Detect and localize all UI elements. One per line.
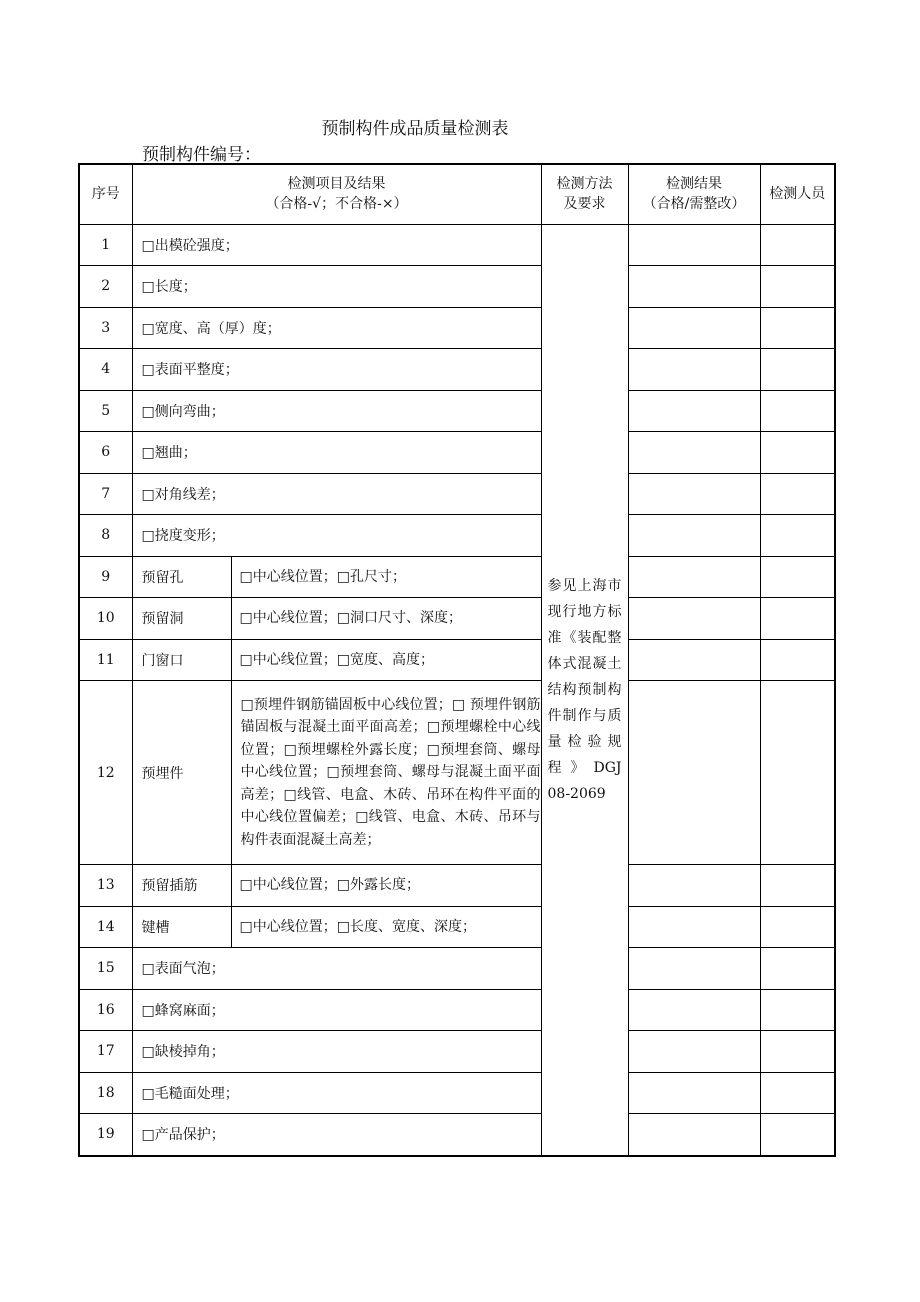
row-item[interactable]: □宽度、高（厚）度；: [132, 307, 541, 349]
row-no: 3: [79, 307, 132, 349]
row-item[interactable]: □侧向弯曲；: [132, 390, 541, 432]
result-cell[interactable]: [628, 989, 760, 1031]
table-row: [79, 1031, 835, 1073]
table-row: [79, 224, 835, 266]
inspector-cell[interactable]: [760, 515, 835, 557]
inspector-cell[interactable]: [760, 390, 835, 432]
row-detail[interactable]: □中心线位置；□长度、宽度、深度；: [231, 906, 541, 948]
inspector-cell[interactable]: [760, 1114, 835, 1156]
row-category: 预留孔: [132, 556, 231, 598]
table-row: [79, 349, 835, 391]
row-item[interactable]: □产品保护；: [132, 1114, 541, 1156]
table-row: [79, 948, 835, 990]
result-cell[interactable]: [628, 266, 760, 308]
row-item[interactable]: □长度；: [132, 266, 541, 308]
method-requirement: [541, 224, 628, 1156]
document-title: 预制构件成品质量检测表: [321, 119, 509, 139]
table-row: [79, 307, 835, 349]
inspector-cell[interactable]: [760, 989, 835, 1031]
row-no: 15: [79, 948, 132, 990]
table-row: [79, 906, 835, 948]
row-detail[interactable]: □预埋件钢筋锚固板中心线位置；□ 预埋件钢筋锚固板与混凝土面平面高差；□预埋螺栓中心线位置；□预埋螺栓外露长度；□预埋套筒、螺母中心线位置；□预埋套筒、螺母与混凝土面平面高差；□线管、电盒、木砖、吊环在构件平面的中心线位置偏差；□线管、电盒、木砖、吊环与构件表面混凝土高差；: [231, 681, 541, 865]
header-no: 序号: [79, 164, 132, 224]
row-detail[interactable]: □中心线位置；□洞口尺寸、深度；: [231, 598, 541, 640]
inspector-cell[interactable]: [760, 473, 835, 515]
result-cell[interactable]: [628, 681, 760, 865]
row-category: 键槽: [132, 906, 231, 948]
table-row: [79, 473, 835, 515]
row-item[interactable]: □翘曲；: [132, 432, 541, 474]
result-cell[interactable]: [628, 224, 760, 266]
row-no: 11: [79, 639, 132, 681]
row-no: 9: [79, 556, 132, 598]
row-no: 5: [79, 390, 132, 432]
result-cell[interactable]: [628, 1114, 760, 1156]
inspector-cell[interactable]: [760, 432, 835, 474]
row-no: 1: [79, 224, 132, 266]
inspector-cell[interactable]: [760, 349, 835, 391]
inspector-cell[interactable]: [760, 906, 835, 948]
row-no: 2: [79, 266, 132, 308]
row-detail[interactable]: □中心线位置；□孔尺寸；: [231, 556, 541, 598]
header-method-line1: 检测方法: [556, 176, 613, 193]
table-row: [79, 681, 835, 865]
header-result-line1: 检测结果: [666, 176, 722, 193]
header-row: [79, 164, 835, 224]
result-cell[interactable]: [628, 473, 760, 515]
row-category: 预留插筋: [132, 865, 231, 907]
header-inspector: 检测人员: [760, 164, 835, 224]
row-category: 预埋件: [132, 681, 231, 865]
row-category: 门窗口: [132, 639, 231, 681]
result-cell[interactable]: [628, 515, 760, 557]
row-no: 19: [79, 1114, 132, 1156]
row-detail[interactable]: □中心线位置；□宽度、高度；: [231, 639, 541, 681]
result-cell[interactable]: [628, 432, 760, 474]
row-no: 16: [79, 989, 132, 1031]
result-cell[interactable]: [628, 556, 760, 598]
table-row: [79, 1114, 835, 1156]
inspector-cell[interactable]: [760, 266, 835, 308]
result-cell[interactable]: [628, 598, 760, 640]
method-standard-number: 08-2069: [547, 785, 606, 802]
result-cell[interactable]: [628, 1031, 760, 1073]
inspector-cell[interactable]: [760, 556, 835, 598]
row-no: 12: [79, 681, 132, 865]
result-cell[interactable]: [628, 349, 760, 391]
inspector-cell[interactable]: [760, 1072, 835, 1114]
inspector-cell[interactable]: [760, 307, 835, 349]
row-item[interactable]: □缺棱掉角；: [132, 1031, 541, 1073]
row-no: 13: [79, 865, 132, 907]
row-no: 8: [79, 515, 132, 557]
row-no: 18: [79, 1072, 132, 1114]
header-result: [628, 164, 760, 224]
inspector-cell[interactable]: [760, 639, 835, 681]
row-no: 7: [79, 473, 132, 515]
header-item-title: 检测项目及结果: [287, 176, 386, 193]
row-no: 6: [79, 432, 132, 474]
table-row: [79, 1072, 835, 1114]
row-item[interactable]: □表面平整度；: [132, 349, 541, 391]
inspector-cell[interactable]: [760, 598, 835, 640]
result-cell[interactable]: [628, 906, 760, 948]
table-row: [79, 639, 835, 681]
row-detail[interactable]: □中心线位置；□外露长度；: [231, 865, 541, 907]
header-item-legend: （合格-√；不合格-×）: [265, 196, 408, 213]
inspector-cell[interactable]: [760, 948, 835, 990]
row-item[interactable]: □对角线差；: [132, 473, 541, 515]
row-item[interactable]: □毛糙面处理；: [132, 1072, 541, 1114]
result-cell[interactable]: [628, 865, 760, 907]
inspector-cell[interactable]: [760, 224, 835, 266]
header-result-line2: （合格/需整改）: [642, 196, 746, 213]
row-item[interactable]: □表面气泡；: [132, 948, 541, 990]
header-method: [541, 164, 628, 224]
inspector-cell[interactable]: [760, 865, 835, 907]
result-cell[interactable]: [628, 639, 760, 681]
table-row: [79, 865, 835, 907]
inspector-cell[interactable]: [760, 681, 835, 865]
component-code-label: 预制构件编号：: [142, 145, 261, 165]
table-row: [79, 598, 835, 640]
row-no: 4: [79, 349, 132, 391]
row-category: 预留洞: [132, 598, 231, 640]
row-item[interactable]: □蜂窝麻面；: [132, 989, 541, 1031]
table-row: [79, 556, 835, 598]
inspector-cell[interactable]: [760, 1031, 835, 1073]
table-row: [79, 989, 835, 1031]
inspection-table: [78, 163, 836, 1157]
method-text: 参见上海市现行地方标准《装配整体式混凝土结构预制构件制作与质量检验规程》DGJ: [547, 577, 622, 776]
table-row: [79, 266, 835, 308]
result-cell[interactable]: [628, 948, 760, 990]
row-item[interactable]: □出模砼强度；: [132, 224, 541, 266]
result-cell[interactable]: [628, 390, 760, 432]
header-method-line2: 及要求: [563, 196, 606, 213]
row-no: 17: [79, 1031, 132, 1073]
result-cell[interactable]: [628, 307, 760, 349]
row-no: 10: [79, 598, 132, 640]
row-no: 14: [79, 906, 132, 948]
result-cell[interactable]: [628, 1072, 760, 1114]
table-row: [79, 515, 835, 557]
table-row: [79, 432, 835, 474]
header-item: [132, 164, 541, 224]
row-item[interactable]: □挠度变形；: [132, 515, 541, 557]
table-row: [79, 390, 835, 432]
